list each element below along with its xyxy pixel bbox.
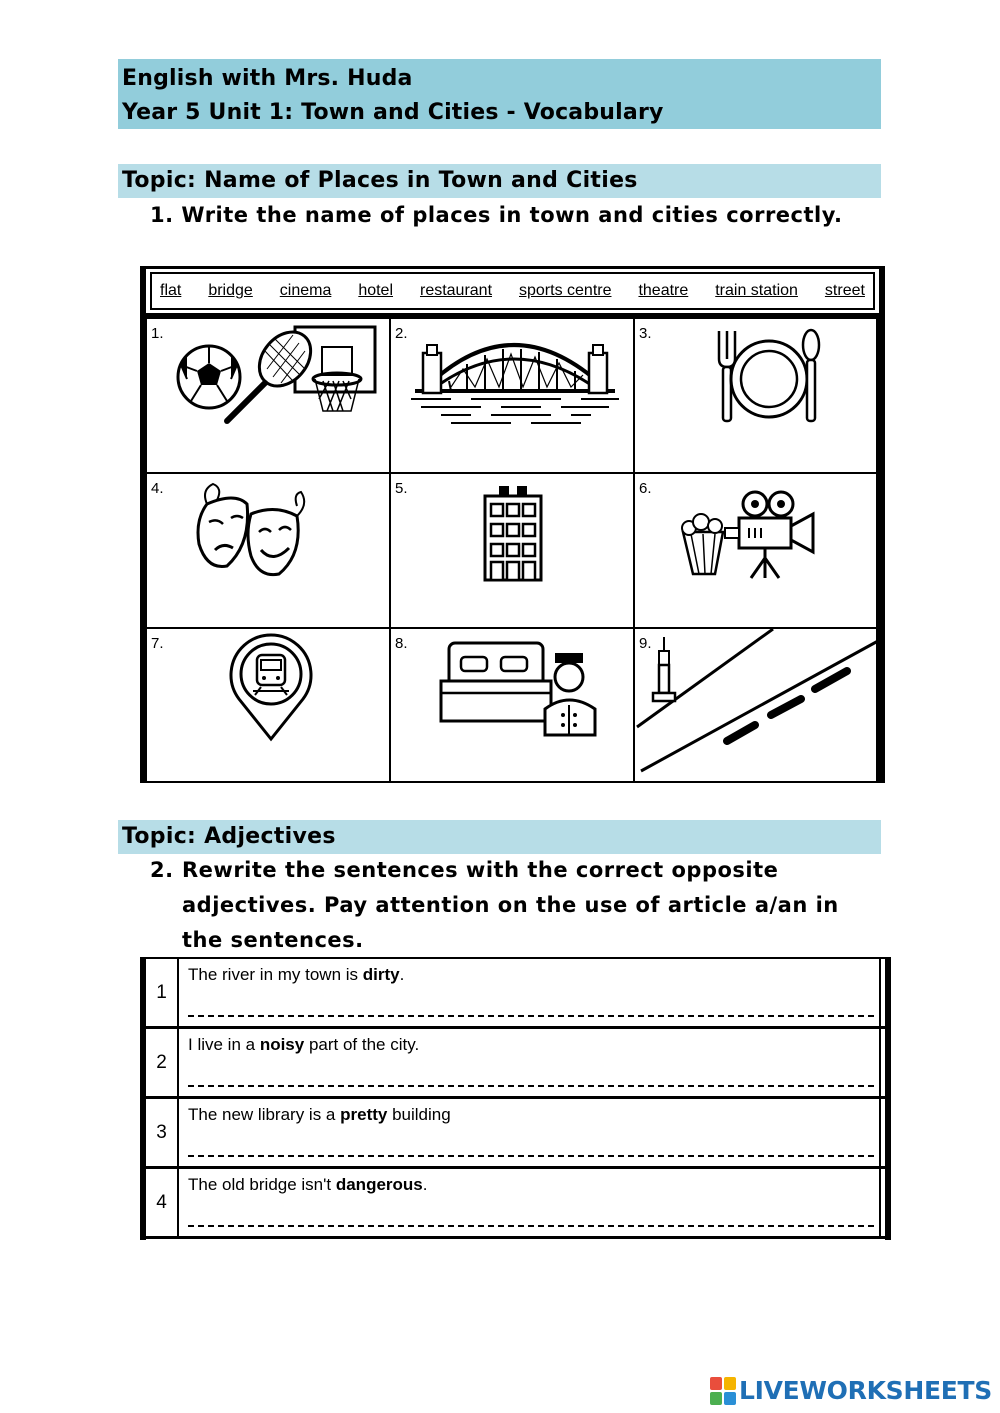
word-bank-item: flat <box>160 282 182 299</box>
sports-equipment-icon <box>147 319 391 474</box>
sentences-table <box>140 957 891 1240</box>
table-row <box>146 1099 885 1169</box>
topic-places-banner <box>118 164 881 198</box>
instruction-2-number: 2. <box>150 858 174 882</box>
row-number: 1 <box>146 959 179 1026</box>
answer-input[interactable] <box>188 995 874 1017</box>
theatre-masks-icon <box>147 474 391 629</box>
word-bank <box>140 266 885 316</box>
row-number: 2 <box>146 1029 179 1096</box>
picture-cell-2 <box>390 318 634 473</box>
picture-cell-7 <box>146 628 390 783</box>
header-banner <box>118 59 881 129</box>
popcorn-camera-icon <box>635 474 878 629</box>
plate-cutlery-icon <box>635 319 878 474</box>
picture-number: 8. <box>395 635 408 652</box>
word-bank-item: train station <box>715 282 798 299</box>
unit-title: Year 5 Unit 1: Town and Cities - Vocabulary <box>122 100 664 125</box>
answer-input[interactable] <box>188 1135 874 1157</box>
bridge-icon <box>391 319 635 474</box>
adjective: dangerous <box>335 1175 423 1194</box>
picture-cell-9 <box>634 628 877 783</box>
brand-name: LIVEWORKSHEETS <box>738 1376 992 1405</box>
word-bank-item: hotel <box>358 282 394 299</box>
instruction-2-text: Rewrite the sentences with the correct opposite adjectives. Pay attention on the use of article a/an in the sentences. <box>182 858 839 952</box>
instruction-2 <box>150 853 850 958</box>
word-bank-item: sports centre <box>519 282 612 299</box>
liveworksheets-mark-icon <box>710 1377 736 1405</box>
topic-adjectives-title: Topic: Adjectives <box>122 824 336 849</box>
picture-number: 3. <box>639 325 652 342</box>
picture-number: 7. <box>151 635 164 652</box>
picture-number: 4. <box>151 480 164 497</box>
sentence-text: I live in a noisy part of the city. <box>188 1035 420 1054</box>
picture-number: 5. <box>395 480 408 497</box>
adjective: pretty <box>340 1105 388 1124</box>
sentence-text: The river in my town is dirty. <box>188 965 405 984</box>
word-bank-item: bridge <box>208 282 253 299</box>
sentence-text: The old bridge isn't dangerous. <box>188 1175 428 1194</box>
sentence-text: The new library is a pretty building <box>188 1105 451 1124</box>
mark-square <box>710 1377 722 1390</box>
adjective: noisy <box>259 1035 305 1054</box>
hotel-bed-bellboy-icon <box>391 629 635 784</box>
apartment-building-icon <box>391 474 635 629</box>
picture-cell-1 <box>146 318 390 473</box>
picture-number: 2. <box>395 325 408 342</box>
picture-cell-4 <box>146 473 390 628</box>
picture-number: 6. <box>639 480 652 497</box>
picture-grid <box>140 316 885 783</box>
word-bank-item: theatre <box>638 282 689 299</box>
topic-places-title: Topic: Name of Places in Town and Cities <box>122 168 638 193</box>
word-bank-item: restaurant <box>419 282 493 299</box>
mark-square <box>724 1392 736 1405</box>
picture-cell-3 <box>634 318 877 473</box>
adjective: dirty <box>362 965 400 984</box>
row-number: 4 <box>146 1169 179 1236</box>
picture-cell-8 <box>390 628 634 783</box>
instruction-1: 1. Write the name of places in town and cities correctly. <box>150 203 843 227</box>
picture-number: 1. <box>151 325 164 342</box>
table-row <box>146 959 885 1029</box>
mark-square <box>724 1377 736 1390</box>
mark-square <box>710 1392 722 1405</box>
table-row <box>146 1029 885 1099</box>
picture-number: 9. <box>639 635 652 652</box>
teacher-title: English with Mrs. Huda <box>122 66 413 91</box>
picture-cell-6 <box>634 473 877 628</box>
row-number: 3 <box>146 1099 179 1166</box>
word-bank-item: street <box>824 282 865 299</box>
liveworksheets-logo[interactable] <box>710 1376 992 1405</box>
topic-adjectives-banner <box>118 820 881 854</box>
picture-cell-5 <box>390 473 634 628</box>
answer-input[interactable] <box>188 1205 874 1227</box>
train-location-pin-icon <box>147 629 391 784</box>
answer-input[interactable] <box>188 1065 874 1087</box>
table-row <box>146 1169 885 1239</box>
word-bank-item: cinema <box>279 282 332 299</box>
street-lamp-road-icon <box>635 629 878 784</box>
